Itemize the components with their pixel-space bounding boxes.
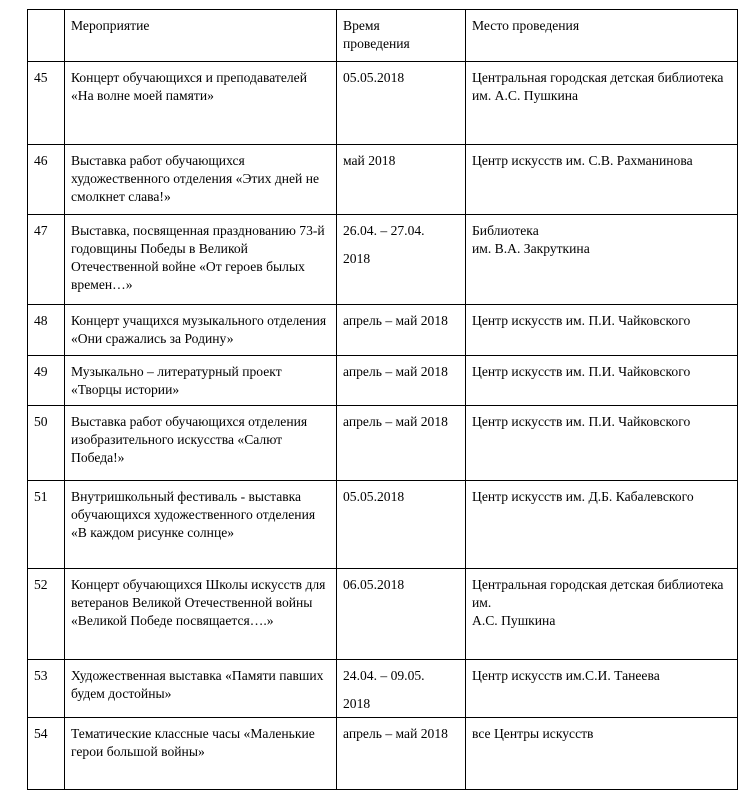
row-num: 47 — [28, 215, 65, 305]
table-row — [28, 660, 738, 718]
header-time-cell — [337, 10, 466, 62]
row-time: апрель – май 2018 — [337, 356, 466, 406]
row-time: 06.05.2018 — [337, 569, 466, 660]
row-time: 05.05.2018 — [337, 62, 466, 145]
row-place — [466, 215, 738, 305]
row-num: 51 — [28, 481, 65, 569]
row-time — [337, 215, 466, 305]
header-time-line1: Время — [343, 18, 380, 33]
row-place — [466, 569, 738, 660]
row-event: Художественная выставка «Памяти павших будем достойны» — [65, 660, 337, 718]
row-num: 53 — [28, 660, 65, 718]
table-row — [28, 406, 738, 481]
row-place-line1: Центральная городская детская библиотека им. — [472, 577, 724, 610]
events-table — [27, 9, 738, 790]
row-place: Центр искусств им. С.В. Рахманинова — [466, 145, 738, 215]
row-place-line1: Библиотека — [472, 223, 539, 238]
row-time-range: 24.04. – 09.05. — [343, 668, 425, 683]
row-time: май 2018 — [337, 145, 466, 215]
row-num: 54 — [28, 718, 65, 790]
row-place: Центр искусств им. П.И. Чайковского — [466, 305, 738, 356]
row-event: Внутришкольный фестиваль - выставка обучающихся художественного отделения «В каждом рисунке солнце» — [65, 481, 337, 569]
header-place-cell: Место проведения — [466, 10, 738, 62]
row-place: Центральная городская детская библиотека им. А.С. Пушкина — [466, 62, 738, 145]
row-time — [337, 660, 466, 718]
row-place: Центр искусств им. П.И. Чайковского — [466, 356, 738, 406]
table-row — [28, 305, 738, 356]
row-event: Концерт обучающихся Школы искусств для ветеранов Великой Отечественной войны «Великой Победе посвящается….» — [65, 569, 337, 660]
header-time-line2: проведения — [343, 36, 410, 51]
row-event: Концерт обучающихся и преподавателей «На волне моей памяти» — [65, 62, 337, 145]
row-event: Выставка работ обучающихся отделения изобразительного искусства «Салют Победа!» — [65, 406, 337, 481]
row-place-line2: им. В.А. Закруткина — [472, 241, 590, 256]
row-time: апрель – май 2018 — [337, 718, 466, 790]
table-row — [28, 718, 738, 790]
row-num: 50 — [28, 406, 65, 481]
row-event: Выставка, посвященная празднованию 73-й годовщины Победы в Великой Отечественной войне «От героев былых времен…» — [65, 215, 337, 305]
row-time: апрель – май 2018 — [337, 305, 466, 356]
row-place: все Центры искусств — [466, 718, 738, 790]
table-row — [28, 215, 738, 305]
row-place-line2: А.С. Пушкина — [472, 613, 556, 628]
row-place: Центр искусств им. П.И. Чайковского — [466, 406, 738, 481]
row-time-range: 26.04. – 27.04. — [343, 223, 425, 238]
row-num: 45 — [28, 62, 65, 145]
row-num: 52 — [28, 569, 65, 660]
row-event: Музыкально – литературный проект «Творцы истории» — [65, 356, 337, 406]
table-row — [28, 569, 738, 660]
row-num: 48 — [28, 305, 65, 356]
row-time: 05.05.2018 — [337, 481, 466, 569]
header-event-cell: Мероприятие — [65, 10, 337, 62]
row-place: Центр искусств им.С.И. Танеева — [466, 660, 738, 718]
table-header-row — [28, 10, 738, 62]
table-row — [28, 481, 738, 569]
row-time-year: 2018 — [343, 251, 371, 266]
table-row — [28, 145, 738, 215]
row-event: Концерт учащихся музыкального отделения «Они сражались за Родину» — [65, 305, 337, 356]
table-row — [28, 62, 738, 145]
row-event: Выставка работ обучающихся художественного отделения «Этих дней не смолкнет слава!» — [65, 145, 337, 215]
row-time-year: 2018 — [343, 696, 371, 711]
row-place: Центр искусств им. Д.Б. Кабалевского — [466, 481, 738, 569]
row-num: 46 — [28, 145, 65, 215]
row-time: апрель – май 2018 — [337, 406, 466, 481]
row-num: 49 — [28, 356, 65, 406]
row-event: Тематические классные часы «Маленькие герои большой войны» — [65, 718, 337, 790]
table-row — [28, 356, 738, 406]
header-num-cell — [28, 10, 65, 62]
